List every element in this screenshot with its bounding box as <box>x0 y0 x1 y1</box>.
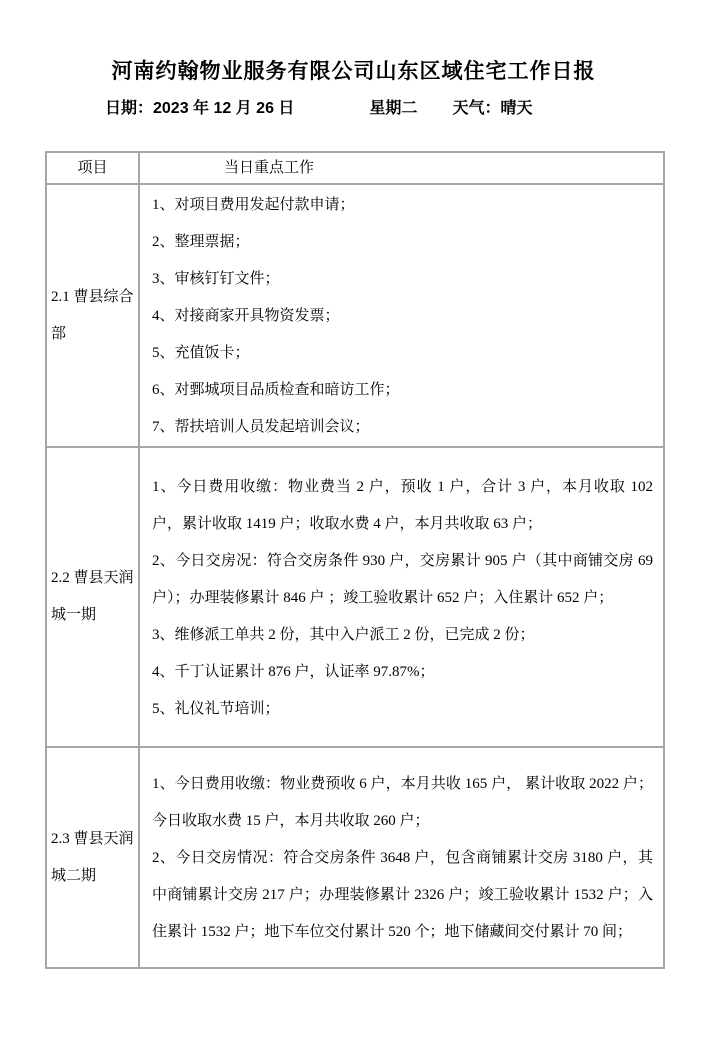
table-row <box>46 447 664 747</box>
weather-label: 天气：晴天 <box>452 100 533 117</box>
work-item: 3、审核钉钉文件； <box>152 271 280 287</box>
project-cell: 2.1 曹县综合部 <box>46 184 139 447</box>
work-item: 5、充值饭卡； <box>152 345 250 361</box>
header-cell-project: 项目 <box>46 152 139 184</box>
work-item: 1、今日费用收缴：物业费当 2 户，预收 1 户，合计 3 户，本月收取 102 户，累计收取 1419 户；收取水费 4 户，本月共收取 63 户； <box>152 478 653 532</box>
work-item: 2、今日交房情况：符合交房条件 3648 户，包含商铺累计交房 3180 户，其中商铺累计交房 217 户；办理装修累计 2326 户；竣工验收累计 1532 户；入住累计 1532 户；地下车位交付累计 520 个；地下储藏间交付累计 70 间； <box>152 850 653 940</box>
work-item: 5、礼仪礼节培训； <box>152 700 280 717</box>
work-item: 1、对项目费用发起付款申请； <box>152 197 355 213</box>
project-cell: 2.3 曹县天润城二期 <box>46 747 139 968</box>
weekday-label: 星期二 <box>369 100 418 117</box>
work-cell <box>139 747 664 968</box>
work-item: 4、对接商家开具物资发票； <box>152 308 340 324</box>
work-item: 1、今日费用收缴：物业费预收 6 户，本月共收 165 户， 累计收取 2022 户；今日收取水费 15 户，本月共收取 260 户； <box>152 776 653 829</box>
header-cell-work: 当日重点工作 <box>139 152 664 184</box>
work-item: 2、今日交房况：符合交房条件 930 户，交房累计 905 户（其中商铺交房 69 户）；办理装修累计 846 户 ；竣工验收累计 652 户；入住累计 652 户； <box>152 552 653 606</box>
work-item: 4、千丁认证累计 876 户，认证率 97.87%； <box>152 663 435 680</box>
work-item: 7、帮扶培训人员发起培训会议； <box>152 419 370 435</box>
date-line <box>105 98 707 120</box>
work-report-table <box>45 151 665 969</box>
project-cell: 2.2 曹县天润城一期 <box>46 447 139 747</box>
work-item: 2、整理票据； <box>152 234 250 250</box>
table-row <box>46 747 664 968</box>
work-item: 6、对鄄城项目品质检查和暗访工作； <box>152 382 400 398</box>
work-item: 3、维修派工单共 2 份，其中入户派工 2 份，已完成 2 份； <box>152 626 535 643</box>
work-cell <box>139 184 664 447</box>
date-label: 日期：2023 年 12 月 26 日 <box>105 100 295 117</box>
work-cell <box>139 447 664 747</box>
table-header-row <box>46 152 664 184</box>
page-title: 河南约翰物业服务有限公司山东区域住宅工作日报 <box>111 60 596 83</box>
table-row <box>46 184 664 447</box>
